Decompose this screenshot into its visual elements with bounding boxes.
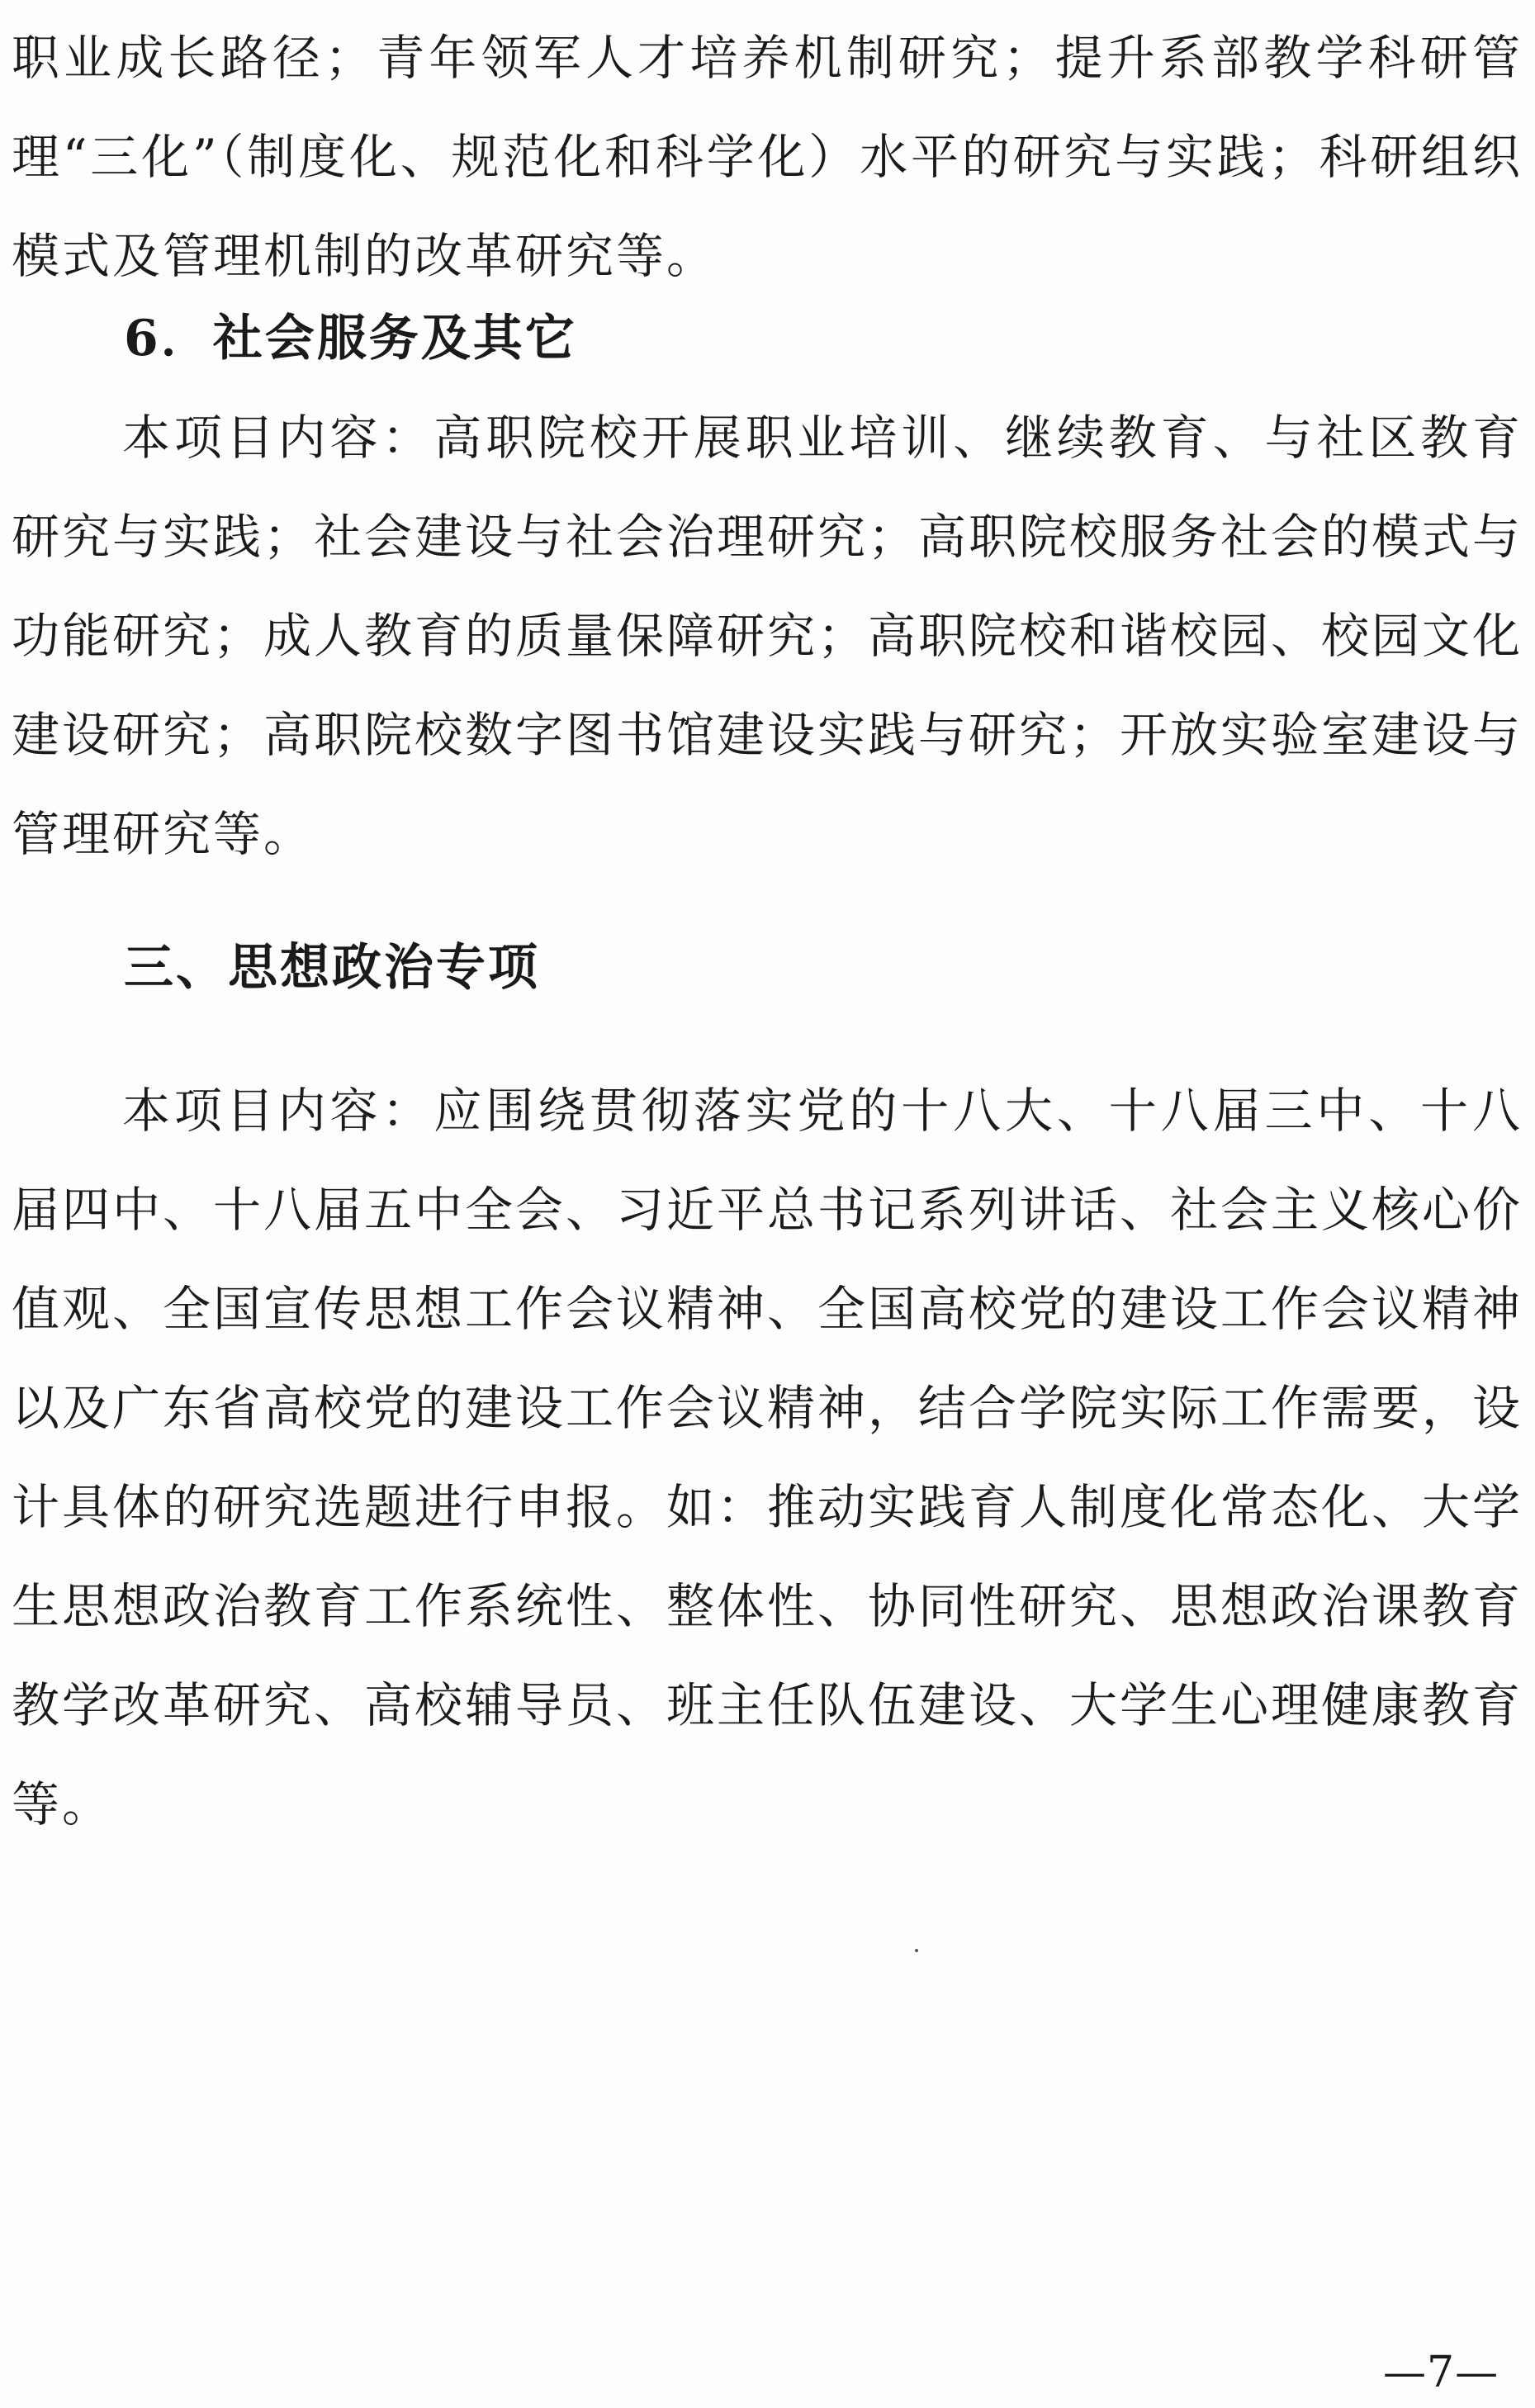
scan-speck xyxy=(915,1949,918,1952)
bleed-through-shadow xyxy=(950,2172,1528,2221)
section-6-paragraph: 本项目内容：高职院校开展职业培训、继续教育、与社区教育研究与实践；社会建设与社会治理研究；高职院校服务社会的模式与功能研究；成人教育的质量保障研究；高职院校和谐校园、校园文化建设研究；高职院校数字图书馆建设实践与研究；开放实验室建设与管理研究等。 xyxy=(12,410,1523,862)
continuation-paragraph: 职业成长路径；青年领军人才培养机制研究；提升系部教学科研管理“三化”（制度化、规范化和科学化）水平的研究与实践；科研组织模式及管理机制的改革研究等。 xyxy=(12,30,1523,284)
page-number: —7— xyxy=(1383,2348,1499,2397)
section-3-heading: 三、思想政治专项 xyxy=(124,939,540,997)
section-6-heading: 6．社会服务及其它 xyxy=(124,310,577,367)
section-3-paragraph: 本项目内容：应围绕贯彻落实党的十八大、十八届三中、十八届四中、十八届五中全会、习近平总书记系列讲话、社会主义核心价值观、全国宣传思想工作会议精神、全国高校党的建设工作会议精神以及广东省高校党的建设工作会议精神，结合学院实际工作需要，设计具体的研究选题进行申报。如：推动实践育人制度化常态化、大学生思想政治教育工作系统性、整体性、协同性研究、思想政治课教育教学改革研究、高校辅导员、班主任队伍建设、大学生心理健康教育等。 xyxy=(12,1083,1523,1832)
